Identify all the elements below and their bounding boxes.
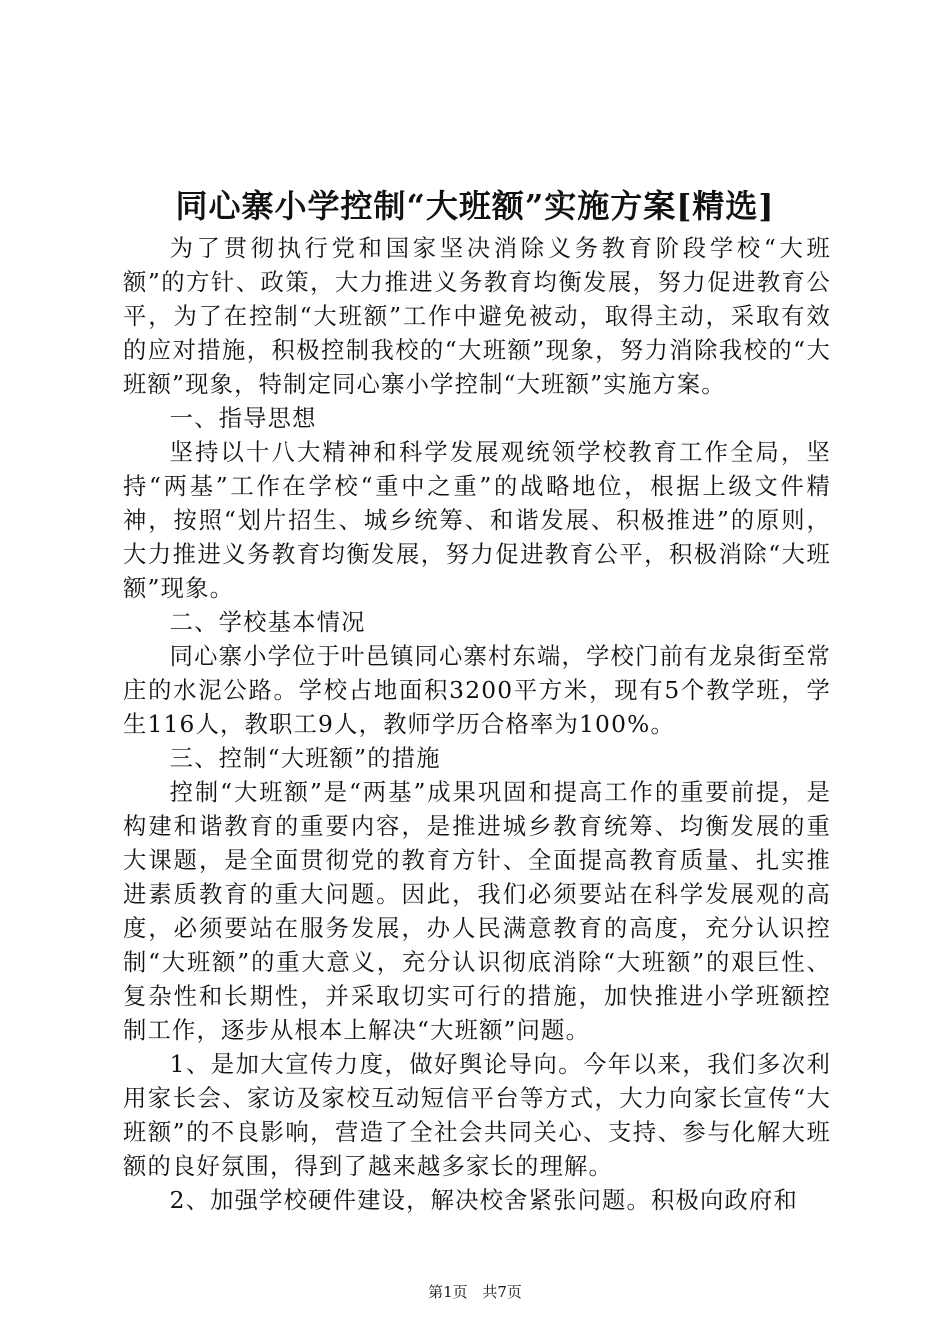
paragraph-measure-1: 1、是加大宣传力度，做好舆论导向。今年以来，我们多次利用家长会、家访及家校互动短信平台等方式，大力向家长宣传“大班额”的不良影响，营造了全社会共同关心、支持、参与化解大班额的良好氛围，得到了越来越多家长的理解。	[123, 1051, 831, 1180]
section-heading-guiding-thought: 一、指导思想	[169, 405, 317, 432]
page-number: 第1页	[428, 1283, 468, 1301]
section-heading-school-info: 二、学校基本情况	[169, 609, 366, 636]
page-total: 共7页	[482, 1283, 522, 1301]
paragraph-intro: 为了贯彻执行党和国家坚决消除义务教育阶段学校“大班额”的方针、政策，大力推进义务教育均衡发展，努力促进教育公平，为了在控制“大班额”工作中避免被动，取得主动，采取有效的应对措施，积极控制我校的“大班额”现象，努力消除我校的“大班额”现象，特制定同心寨小学控制“大班额”实施方案。	[123, 235, 831, 398]
document-body	[123, 232, 831, 1218]
document-title: 同心寨小学控制“大班额”实施方案[精选]	[175, 187, 775, 225]
section-heading-measures: 三、控制“大班额”的措施	[169, 745, 441, 772]
paragraph-measure-2: 2、加强学校硬件建设，解决校舍紧张问题。积极向政府和	[169, 1187, 799, 1214]
page-footer	[0, 1282, 950, 1302]
paragraph-measures: 控制“大班额”是“两基”成果巩固和提高工作的重要前提，是构建和谐教育的重要内容，是推进城乡教育统筹、均衡发展的重大课题，是全面贯彻党的教育方针、全面提高教育质量、扎实推进素质教育的重大问题。因此，我们必须要站在科学发展观的高度，必须要站在服务发展，办人民满意教育的高度，充分认识控制“大班额”的重大意义，充分认识彻底消除“大班额”的艰巨性、复杂性和长期性，并采取切实可行的措施，加快推进小学班额控制工作，逐步从根本上解决“大班额”问题。	[123, 779, 831, 1044]
paragraph-school-info: 同心寨小学位于叶邑镇同心寨村东端，学校门前有龙泉街至常庄的水泥公路。学校占地面积3200平方米，现有5个教学班，学生116人，教职工9人，教师学历合格率为100%。	[123, 643, 832, 738]
paragraph-guiding-thought: 坚持以十八大精神和科学发展观统领学校教育工作全局，坚持“两基”工作在学校“重中之重”的战略地位，根据上级文件精神，按照“划片招生、城乡统筹、和谐发展、积极推进”的原则，大力推进义务教育均衡发展，努力促进教育公平，积极消除“大班额”现象。	[123, 439, 831, 602]
